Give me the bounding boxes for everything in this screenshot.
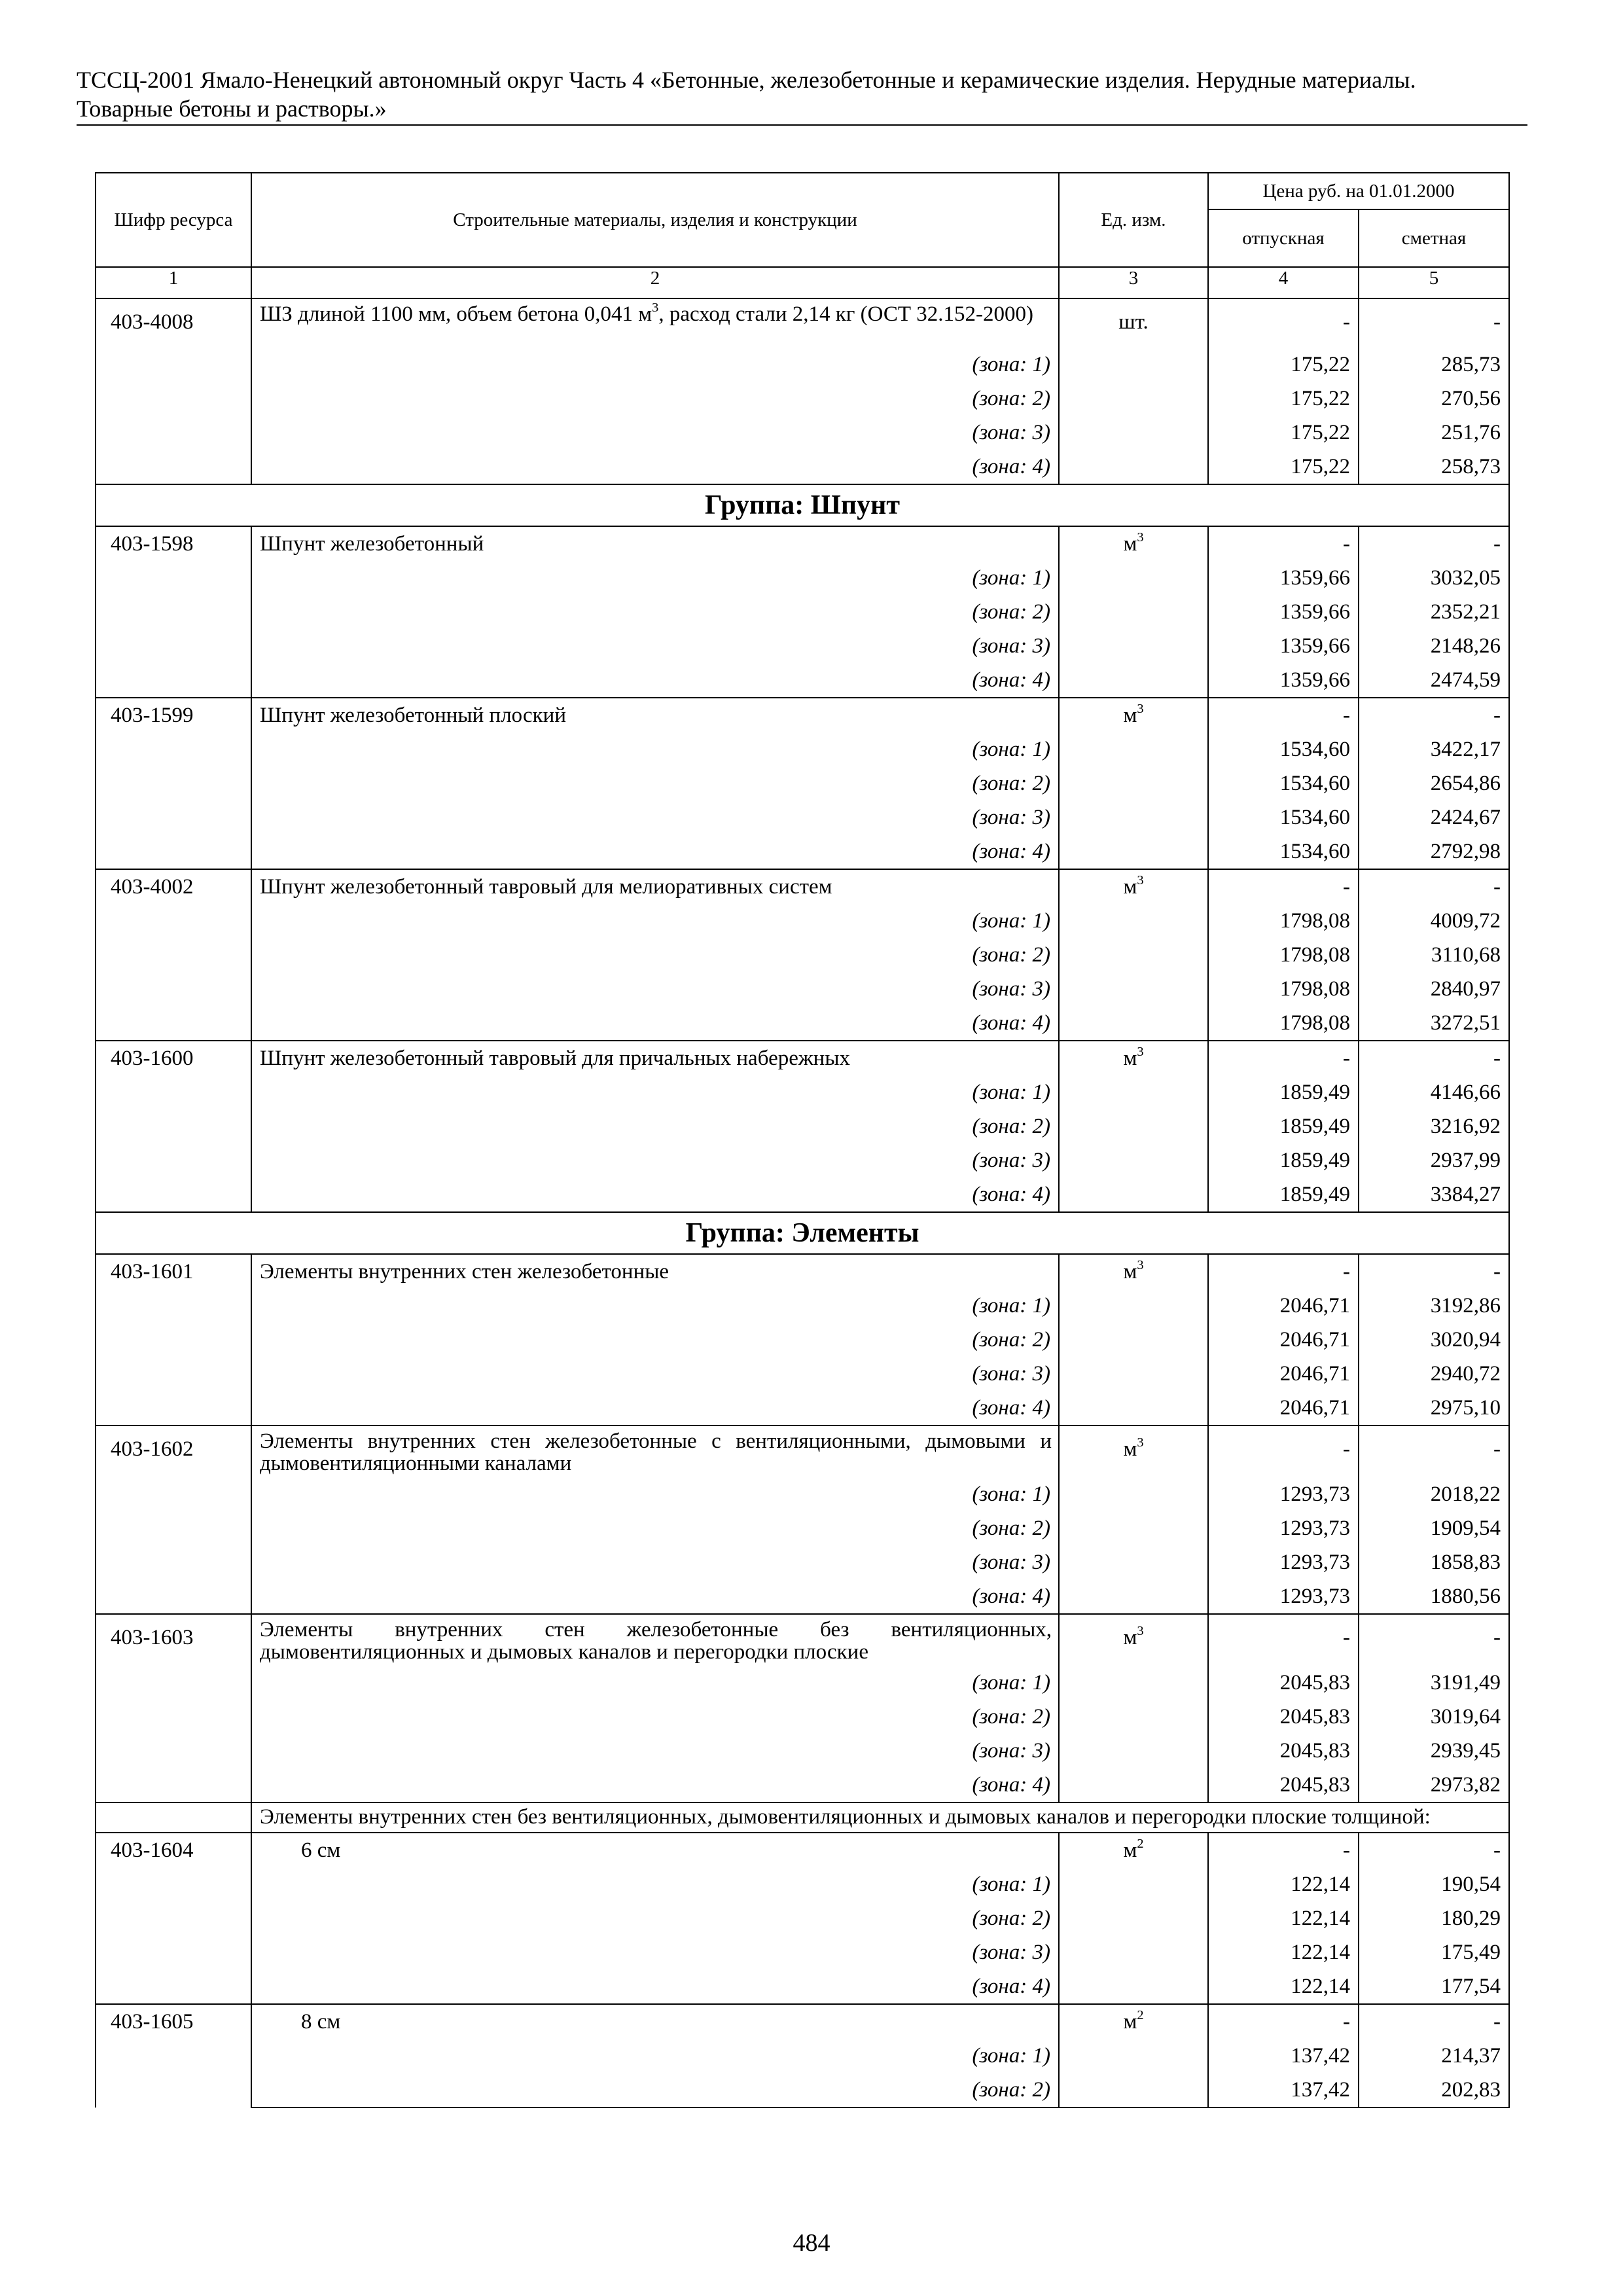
zone-label: (зона: 3) <box>251 1357 1059 1391</box>
zone-row <box>96 732 1509 766</box>
zone-label: (зона: 3) <box>251 800 1059 834</box>
zone-label: (зона: 2) <box>251 1323 1059 1357</box>
zone-label: (зона: 2) <box>251 1511 1059 1545</box>
release-price: 1534,60 <box>1208 834 1359 869</box>
estimate-price: 3032,05 <box>1359 561 1509 595</box>
unit-of-measure <box>1059 382 1208 416</box>
zone-row <box>96 2073 1509 2108</box>
unit-of-measure <box>1059 1357 1208 1391</box>
release-price: - <box>1208 526 1359 561</box>
unit-of-measure <box>1059 834 1208 869</box>
estimate-price: 3020,94 <box>1359 1323 1509 1357</box>
unit-of-measure <box>1059 766 1208 800</box>
zone-row <box>96 348 1509 382</box>
unit-of-measure <box>1059 1177 1208 1212</box>
zone-row <box>96 1477 1509 1511</box>
table-row <box>96 1041 1509 1075</box>
zone-label: (зона: 2) <box>251 2073 1059 2108</box>
zone-label: (зона: 4) <box>251 834 1059 869</box>
estimate-price: - <box>1359 298 1509 348</box>
release-price: 175,22 <box>1208 382 1359 416</box>
material-name: Шпунт железобетонный тавровый для мелиоративных систем <box>251 869 1059 904</box>
subgroup-note: Элементы внутренних стен без вентиляционных, дымовентиляционных и дымовых каналов и перегородки плоские толщиной: <box>251 1803 1509 1833</box>
estimate-price: - <box>1359 698 1509 732</box>
zone-label: (зона: 1) <box>251 1075 1059 1109</box>
release-price: 2045,83 <box>1208 1700 1359 1734</box>
estimate-price: - <box>1359 1254 1509 1289</box>
release-price: 1293,73 <box>1208 1477 1359 1511</box>
release-price: 1798,08 <box>1208 904 1359 938</box>
resource-code: 403-4002 <box>96 869 251 1041</box>
resource-code: 403-1602 <box>96 1426 251 1614</box>
resource-code: 403-4008 <box>96 298 251 484</box>
estimate-price: 1909,54 <box>1359 1511 1509 1545</box>
zone-row <box>96 834 1509 869</box>
estimate-price: 175,49 <box>1359 1935 1509 1969</box>
unit-of-measure: $м^3$ <box>1059 698 1208 732</box>
estimate-price: 2940,72 <box>1359 1357 1509 1391</box>
page-number: 484 <box>793 2229 830 2257</box>
document-header <box>77 65 1527 126</box>
group-heading-row <box>96 484 1509 526</box>
release-price: 1359,66 <box>1208 629 1359 663</box>
resource-code: 403-1604 <box>96 1833 251 2004</box>
estimate-price: 1858,83 <box>1359 1545 1509 1579</box>
release-price: 1359,66 <box>1208 663 1359 698</box>
zone-row <box>96 1901 1509 1935</box>
release-price: 2045,83 <box>1208 1666 1359 1700</box>
release-price: - <box>1208 298 1359 348</box>
resource-code: 403-1599 <box>96 698 251 869</box>
release-price: 122,14 <box>1208 1901 1359 1935</box>
zone-row <box>96 382 1509 416</box>
release-price: 1859,49 <box>1208 1075 1359 1109</box>
unit-of-measure: $м^3$ <box>1059 1614 1208 1666</box>
zone-row <box>96 800 1509 834</box>
zone-label: (зона: 1) <box>251 1289 1059 1323</box>
price-table <box>95 172 1510 2108</box>
zone-row <box>96 1666 1509 1700</box>
unit-of-measure <box>1059 561 1208 595</box>
release-price: 1534,60 <box>1208 766 1359 800</box>
zone-row <box>96 1579 1509 1614</box>
release-price: - <box>1208 1041 1359 1075</box>
estimate-price: 2973,82 <box>1359 1768 1509 1803</box>
unit-of-measure <box>1059 629 1208 663</box>
subgroup-note-row <box>96 1803 1509 1833</box>
table-row <box>96 1833 1509 1867</box>
zone-row <box>96 1734 1509 1768</box>
resource-code: 403-1601 <box>96 1254 251 1426</box>
column-number: 5 <box>1359 267 1509 298</box>
zone-row <box>96 1511 1509 1545</box>
material-name: Шпунт железобетонный тавровый для причальных набережных <box>251 1041 1059 1075</box>
estimate-price: - <box>1359 1041 1509 1075</box>
col-header-price: Цена руб. на 01.01.2000 <box>1208 173 1509 209</box>
unit-of-measure <box>1059 1700 1208 1734</box>
estimate-price: 258,73 <box>1359 450 1509 484</box>
estimate-price: 1880,56 <box>1359 1579 1509 1614</box>
zone-label: (зона: 2) <box>251 595 1059 629</box>
material-name: ШЗ длиной 1100 мм, объем бетона 0,041 $м^3$, расход стали 2,14 кг (ОСТ 32.152-2000) <box>251 298 1059 348</box>
estimate-price: 190,54 <box>1359 1867 1509 1901</box>
release-price: 1859,49 <box>1208 1177 1359 1212</box>
zone-label: (зона: 3) <box>251 1143 1059 1177</box>
unit-of-measure: $м^3$ <box>1059 1426 1208 1477</box>
zone-row <box>96 1323 1509 1357</box>
estimate-price: - <box>1359 1426 1509 1477</box>
zone-row <box>96 904 1509 938</box>
resource-code: 403-1605 <box>96 2004 251 2108</box>
zone-label: (зона: 3) <box>251 1734 1059 1768</box>
release-price: - <box>1208 869 1359 904</box>
column-number: 2 <box>251 267 1059 298</box>
resource-code: 403-1600 <box>96 1041 251 1212</box>
zone-label: (зона: 4) <box>251 1006 1059 1041</box>
zone-row <box>96 450 1509 484</box>
release-price: 1359,66 <box>1208 595 1359 629</box>
zone-row <box>96 1177 1509 1212</box>
zone-row <box>96 1143 1509 1177</box>
col-header-code: Шифр ресурса <box>96 173 251 267</box>
zone-label: (зона: 4) <box>251 450 1059 484</box>
estimate-price: - <box>1359 526 1509 561</box>
release-price: 1293,73 <box>1208 1545 1359 1579</box>
estimate-price: 4009,72 <box>1359 904 1509 938</box>
release-price: 2046,71 <box>1208 1323 1359 1357</box>
unit-of-measure <box>1059 904 1208 938</box>
release-price: 122,14 <box>1208 1969 1359 2004</box>
unit-of-measure <box>1059 732 1208 766</box>
unit-of-measure <box>1059 1545 1208 1579</box>
unit-of-measure <box>1059 1511 1208 1545</box>
release-price: 175,22 <box>1208 416 1359 450</box>
estimate-price: 3216,92 <box>1359 1109 1509 1143</box>
zone-label: (зона: 1) <box>251 348 1059 382</box>
estimate-price: 251,76 <box>1359 416 1509 450</box>
zone-row <box>96 1768 1509 1803</box>
unit-of-measure <box>1059 1768 1208 1803</box>
estimate-price: 2018,22 <box>1359 1477 1509 1511</box>
table-row <box>96 1614 1509 1666</box>
unit-of-measure <box>1059 416 1208 450</box>
unit-of-measure <box>1059 938 1208 972</box>
estimate-price: 2939,45 <box>1359 1734 1509 1768</box>
table-row <box>96 526 1509 561</box>
zone-label: (зона: 3) <box>251 416 1059 450</box>
estimate-price: 2937,99 <box>1359 1143 1509 1177</box>
estimate-price: 270,56 <box>1359 382 1509 416</box>
estimate-price: 2975,10 <box>1359 1391 1509 1426</box>
release-price: - <box>1208 1614 1359 1666</box>
material-name: Шпунт железобетонный плоский <box>251 698 1059 732</box>
zone-row <box>96 1969 1509 2004</box>
zone-label: (зона: 2) <box>251 1109 1059 1143</box>
material-name: Элементы внутренних стен железобетонные <box>251 1254 1059 1289</box>
release-price: 1359,66 <box>1208 561 1359 595</box>
col-header-release-price: отпускная <box>1208 209 1359 267</box>
group-title: Группа: Элементы <box>96 1212 1509 1254</box>
unit-of-measure <box>1059 348 1208 382</box>
unit-of-measure <box>1059 1289 1208 1323</box>
release-price: 1859,49 <box>1208 1143 1359 1177</box>
zone-label: (зона: 1) <box>251 1666 1059 1700</box>
zone-label: (зона: 4) <box>251 1391 1059 1426</box>
unit-of-measure <box>1059 800 1208 834</box>
release-price: 1798,08 <box>1208 1006 1359 1041</box>
release-price: 137,42 <box>1208 2039 1359 2073</box>
zone-label: (зона: 4) <box>251 663 1059 698</box>
zone-row <box>96 1006 1509 1041</box>
estimate-price: 2424,67 <box>1359 800 1509 834</box>
unit-of-measure <box>1059 1579 1208 1614</box>
release-price: 175,22 <box>1208 450 1359 484</box>
estimate-price: 2840,97 <box>1359 972 1509 1006</box>
estimate-price: - <box>1359 1833 1509 1867</box>
table-row <box>96 2004 1509 2039</box>
zone-label: (зона: 4) <box>251 1579 1059 1614</box>
estimate-price: 214,37 <box>1359 2039 1509 2073</box>
unit-of-measure <box>1059 1143 1208 1177</box>
group-heading-row <box>96 1212 1509 1254</box>
unit-of-measure <box>1059 1935 1208 1969</box>
unit-of-measure: $м^3$ <box>1059 1041 1208 1075</box>
release-price: - <box>1208 2004 1359 2039</box>
estimate-price: 2148,26 <box>1359 629 1509 663</box>
resource-code <box>96 1803 251 1833</box>
zone-label: (зона: 4) <box>251 1969 1059 2004</box>
material-name: Элементы внутренних стен железобетонные без вентиляционных, дымовентиляционных и дымовых каналов и перегородки плоские <box>251 1614 1059 1666</box>
unit-of-measure <box>1059 1969 1208 2004</box>
zone-row <box>96 629 1509 663</box>
unit-of-measure <box>1059 1477 1208 1511</box>
release-price: 1798,08 <box>1208 938 1359 972</box>
estimate-price: 2474,59 <box>1359 663 1509 698</box>
zone-row <box>96 663 1509 698</box>
unit-of-measure <box>1059 1666 1208 1700</box>
unit-of-measure <box>1059 595 1208 629</box>
table-row <box>96 698 1509 732</box>
zone-label: (зона: 1) <box>251 1867 1059 1901</box>
col-header-estimate-price: сметная <box>1359 209 1509 267</box>
table-row <box>96 869 1509 904</box>
table-row <box>96 1254 1509 1289</box>
unit-of-measure: $м^3$ <box>1059 526 1208 561</box>
release-price: 1798,08 <box>1208 972 1359 1006</box>
release-price: 2045,83 <box>1208 1734 1359 1768</box>
zone-label: (зона: 4) <box>251 1768 1059 1803</box>
release-price: 2046,71 <box>1208 1391 1359 1426</box>
release-price: - <box>1208 1833 1359 1867</box>
zone-row <box>96 1545 1509 1579</box>
unit-of-measure <box>1059 1323 1208 1357</box>
column-number: 4 <box>1208 267 1359 298</box>
release-price: 1534,60 <box>1208 800 1359 834</box>
unit-of-measure: $м^2$ <box>1059 1833 1208 1867</box>
resource-code: 403-1598 <box>96 526 251 698</box>
zone-label: (зона: 1) <box>251 2039 1059 2073</box>
release-price: 122,14 <box>1208 1867 1359 1901</box>
material-name: 8 см <box>251 2004 1059 2039</box>
unit-of-measure: $м^3$ <box>1059 1254 1208 1289</box>
zone-label: (зона: 2) <box>251 1700 1059 1734</box>
zone-row <box>96 766 1509 800</box>
release-price: 122,14 <box>1208 1935 1359 1969</box>
unit-of-measure <box>1059 1006 1208 1041</box>
estimate-price: 3191,49 <box>1359 1666 1509 1700</box>
estimate-price: - <box>1359 869 1509 904</box>
price-table-body <box>96 298 1509 2108</box>
release-price: - <box>1208 1426 1359 1477</box>
zone-label: (зона: 3) <box>251 1935 1059 1969</box>
release-price: 1534,60 <box>1208 732 1359 766</box>
zone-label: (зона: 2) <box>251 938 1059 972</box>
zone-row <box>96 1109 1509 1143</box>
zone-row <box>96 1867 1509 1901</box>
zone-row <box>96 2039 1509 2073</box>
zone-row <box>96 1075 1509 1109</box>
zone-row <box>96 938 1509 972</box>
release-price: - <box>1208 1254 1359 1289</box>
unit-of-measure: шт. <box>1059 298 1208 348</box>
estimate-price: 2352,21 <box>1359 595 1509 629</box>
column-number: 3 <box>1059 267 1208 298</box>
unit-of-measure <box>1059 1901 1208 1935</box>
estimate-price: 285,73 <box>1359 348 1509 382</box>
table-row <box>96 1426 1509 1477</box>
estimate-price: 3019,64 <box>1359 1700 1509 1734</box>
zone-row <box>96 416 1509 450</box>
release-price: 1293,73 <box>1208 1579 1359 1614</box>
release-price: 137,42 <box>1208 2073 1359 2108</box>
estimate-price: 3272,51 <box>1359 1006 1509 1041</box>
release-price: 2046,71 <box>1208 1289 1359 1323</box>
unit-of-measure <box>1059 2073 1208 2108</box>
zone-label: (зона: 3) <box>251 972 1059 1006</box>
zone-row <box>96 1357 1509 1391</box>
zone-row <box>96 1935 1509 1969</box>
zone-row <box>96 1391 1509 1426</box>
estimate-price: - <box>1359 1614 1509 1666</box>
release-price: 1859,49 <box>1208 1109 1359 1143</box>
release-price: - <box>1208 698 1359 732</box>
zone-label: (зона: 2) <box>251 382 1059 416</box>
estimate-price: 4146,66 <box>1359 1075 1509 1109</box>
zone-label: (зона: 2) <box>251 766 1059 800</box>
zone-label: (зона: 1) <box>251 904 1059 938</box>
zone-label: (зона: 2) <box>251 1901 1059 1935</box>
estimate-price: 3422,17 <box>1359 732 1509 766</box>
material-name: Элементы внутренних стен железобетонные с вентиляционными, дымовыми и дымовентиляционными каналами <box>251 1426 1059 1477</box>
zone-row <box>96 972 1509 1006</box>
unit-of-measure <box>1059 1075 1208 1109</box>
estimate-price: 3384,27 <box>1359 1177 1509 1212</box>
unit-of-measure <box>1059 1867 1208 1901</box>
column-numbers-row <box>96 267 1509 298</box>
release-price: 1293,73 <box>1208 1511 1359 1545</box>
unit-of-measure <box>1059 972 1208 1006</box>
table-row <box>96 298 1509 348</box>
material-name: Шпунт железобетонный <box>251 526 1059 561</box>
zone-row <box>96 1700 1509 1734</box>
col-header-name: Строительные материалы, изделия и конструкции <box>251 173 1059 267</box>
group-title: Группа: Шпунт <box>96 484 1509 526</box>
zone-row <box>96 561 1509 595</box>
zone-label: (зона: 3) <box>251 629 1059 663</box>
unit-of-measure <box>1059 1734 1208 1768</box>
zone-row <box>96 595 1509 629</box>
estimate-price: 2654,86 <box>1359 766 1509 800</box>
zone-label: (зона: 1) <box>251 561 1059 595</box>
zone-label: (зона: 3) <box>251 1545 1059 1579</box>
release-price: 2046,71 <box>1208 1357 1359 1391</box>
zone-row <box>96 1289 1509 1323</box>
zone-label: (зона: 1) <box>251 1477 1059 1511</box>
estimate-price: 2792,98 <box>1359 834 1509 869</box>
unit-of-measure: $м^3$ <box>1059 869 1208 904</box>
release-price: 175,22 <box>1208 348 1359 382</box>
estimate-price: 3192,86 <box>1359 1289 1509 1323</box>
release-price: 2045,83 <box>1208 1768 1359 1803</box>
estimate-price: 180,29 <box>1359 1901 1509 1935</box>
material-name: 6 см <box>251 1833 1059 1867</box>
resource-code: 403-1603 <box>96 1614 251 1803</box>
estimate-price: 202,83 <box>1359 2073 1509 2108</box>
unit-of-measure: $м^2$ <box>1059 2004 1208 2039</box>
header-line-2: Товарные бетоны и растворы.» <box>77 96 387 122</box>
unit-of-measure <box>1059 663 1208 698</box>
column-number: 1 <box>96 267 251 298</box>
unit-of-measure <box>1059 1391 1208 1426</box>
estimate-price: 3110,68 <box>1359 938 1509 972</box>
header-line-1: ТССЦ-2001 Ямало-Ненецкий автономный округ Часть 4 «Бетонные, железобетонные и керамические изделия. Нерудные материалы. <box>77 67 1416 93</box>
zone-label: (зона: 1) <box>251 732 1059 766</box>
zone-label: (зона: 4) <box>251 1177 1059 1212</box>
estimate-price: - <box>1359 2004 1509 2039</box>
col-header-unit: Ед. изм. <box>1059 173 1208 267</box>
unit-of-measure <box>1059 2039 1208 2073</box>
unit-of-measure <box>1059 450 1208 484</box>
unit-of-measure <box>1059 1109 1208 1143</box>
estimate-price: 177,54 <box>1359 1969 1509 2004</box>
